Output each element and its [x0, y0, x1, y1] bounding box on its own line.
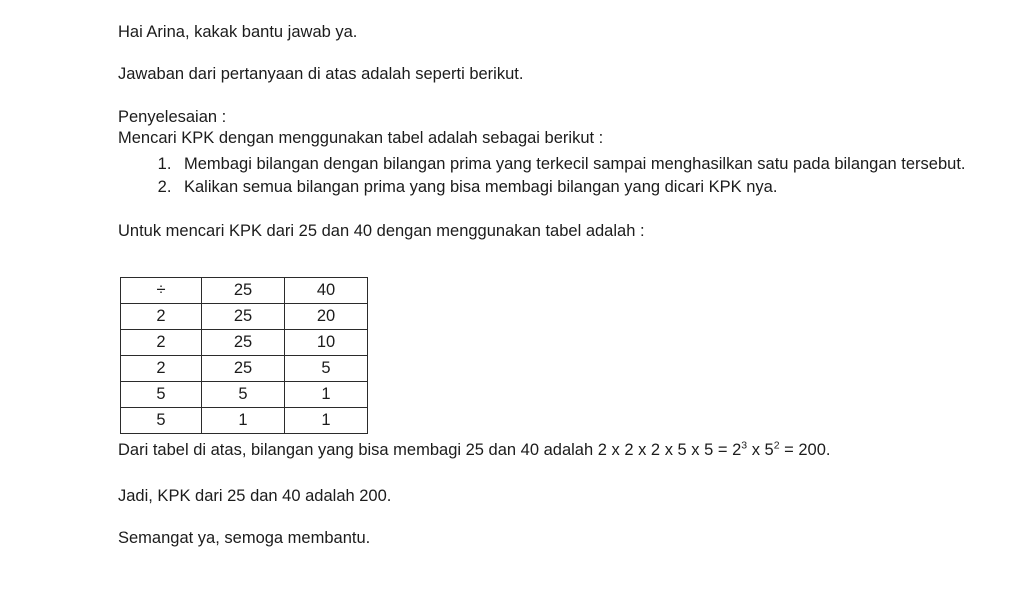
table-cell: 10 [285, 330, 368, 356]
list-item: 1. Membagi bilangan dengan bilangan prima yang terkecil sampai menghasilkan satu pada bilangan tersebut. [176, 154, 982, 175]
exponent-two: 2 [773, 439, 780, 452]
table-row [121, 330, 368, 356]
table-row [121, 304, 368, 330]
table-row [121, 356, 368, 382]
table-cell: 1 [202, 408, 285, 434]
table-cell: 5 [202, 382, 285, 408]
table-cell: 2 [121, 330, 202, 356]
table-cell: 5 [285, 356, 368, 382]
kpk-table [120, 277, 368, 434]
table-cell: 40 [285, 278, 368, 304]
table-cell: 25 [202, 304, 285, 330]
table-cell: ÷ [121, 278, 202, 304]
table-cell: 25 [202, 330, 285, 356]
table-row [121, 278, 368, 304]
table-cell: 1 [285, 382, 368, 408]
table-intro-paragraph: Untuk mencari KPK dari 25 dan 40 dengan menggunakan tabel adalah : [118, 221, 645, 240]
greeting-paragraph: Hai Arina, kakak bantu jawab ya. [118, 23, 358, 41]
conclusion-paragraph: Jadi, KPK dari 25 dan 40 adalah 200. [118, 486, 392, 505]
spacer [118, 462, 982, 486]
method-line: Mencari KPK dengan menggunakan tabel adalah sebagai berikut : [118, 129, 604, 148]
exponent-three: 3 [741, 439, 748, 452]
table-cell: 2 [121, 356, 202, 382]
steps-list [118, 154, 982, 199]
after-table-part2: x 5 [747, 441, 774, 460]
spacer [118, 201, 982, 221]
table-cell: 1 [285, 408, 368, 434]
after-table-part1: Dari tabel di atas, bilangan yang bisa membagi 25 dan 40 adalah 2 x 2 x 2 x 5 x 5 = 2 [118, 441, 742, 460]
table-row [121, 382, 368, 408]
table-cell: 20 [285, 304, 368, 330]
table-row [121, 408, 368, 434]
solution-heading: Penyelesaian : [118, 107, 227, 126]
after-table-paragraph [118, 440, 982, 461]
after-table-part3: = 200. [779, 441, 831, 460]
table-cell: 25 [202, 278, 285, 304]
table-cell: 5 [121, 382, 202, 408]
spacer [118, 263, 982, 277]
intro-paragraph: Jawaban dari pertanyaan di atas adalah seperti berikut. [118, 65, 524, 84]
table-cell: 2 [121, 304, 202, 330]
list-item: 2. Kalikan semua bilangan prima yang bisa membagi bilangan yang dicari KPK nya. [176, 177, 982, 198]
closing-paragraph: Semangat ya, semoga membantu. [118, 528, 371, 547]
table-cell: 5 [121, 408, 202, 434]
table-cell: 25 [202, 356, 285, 382]
